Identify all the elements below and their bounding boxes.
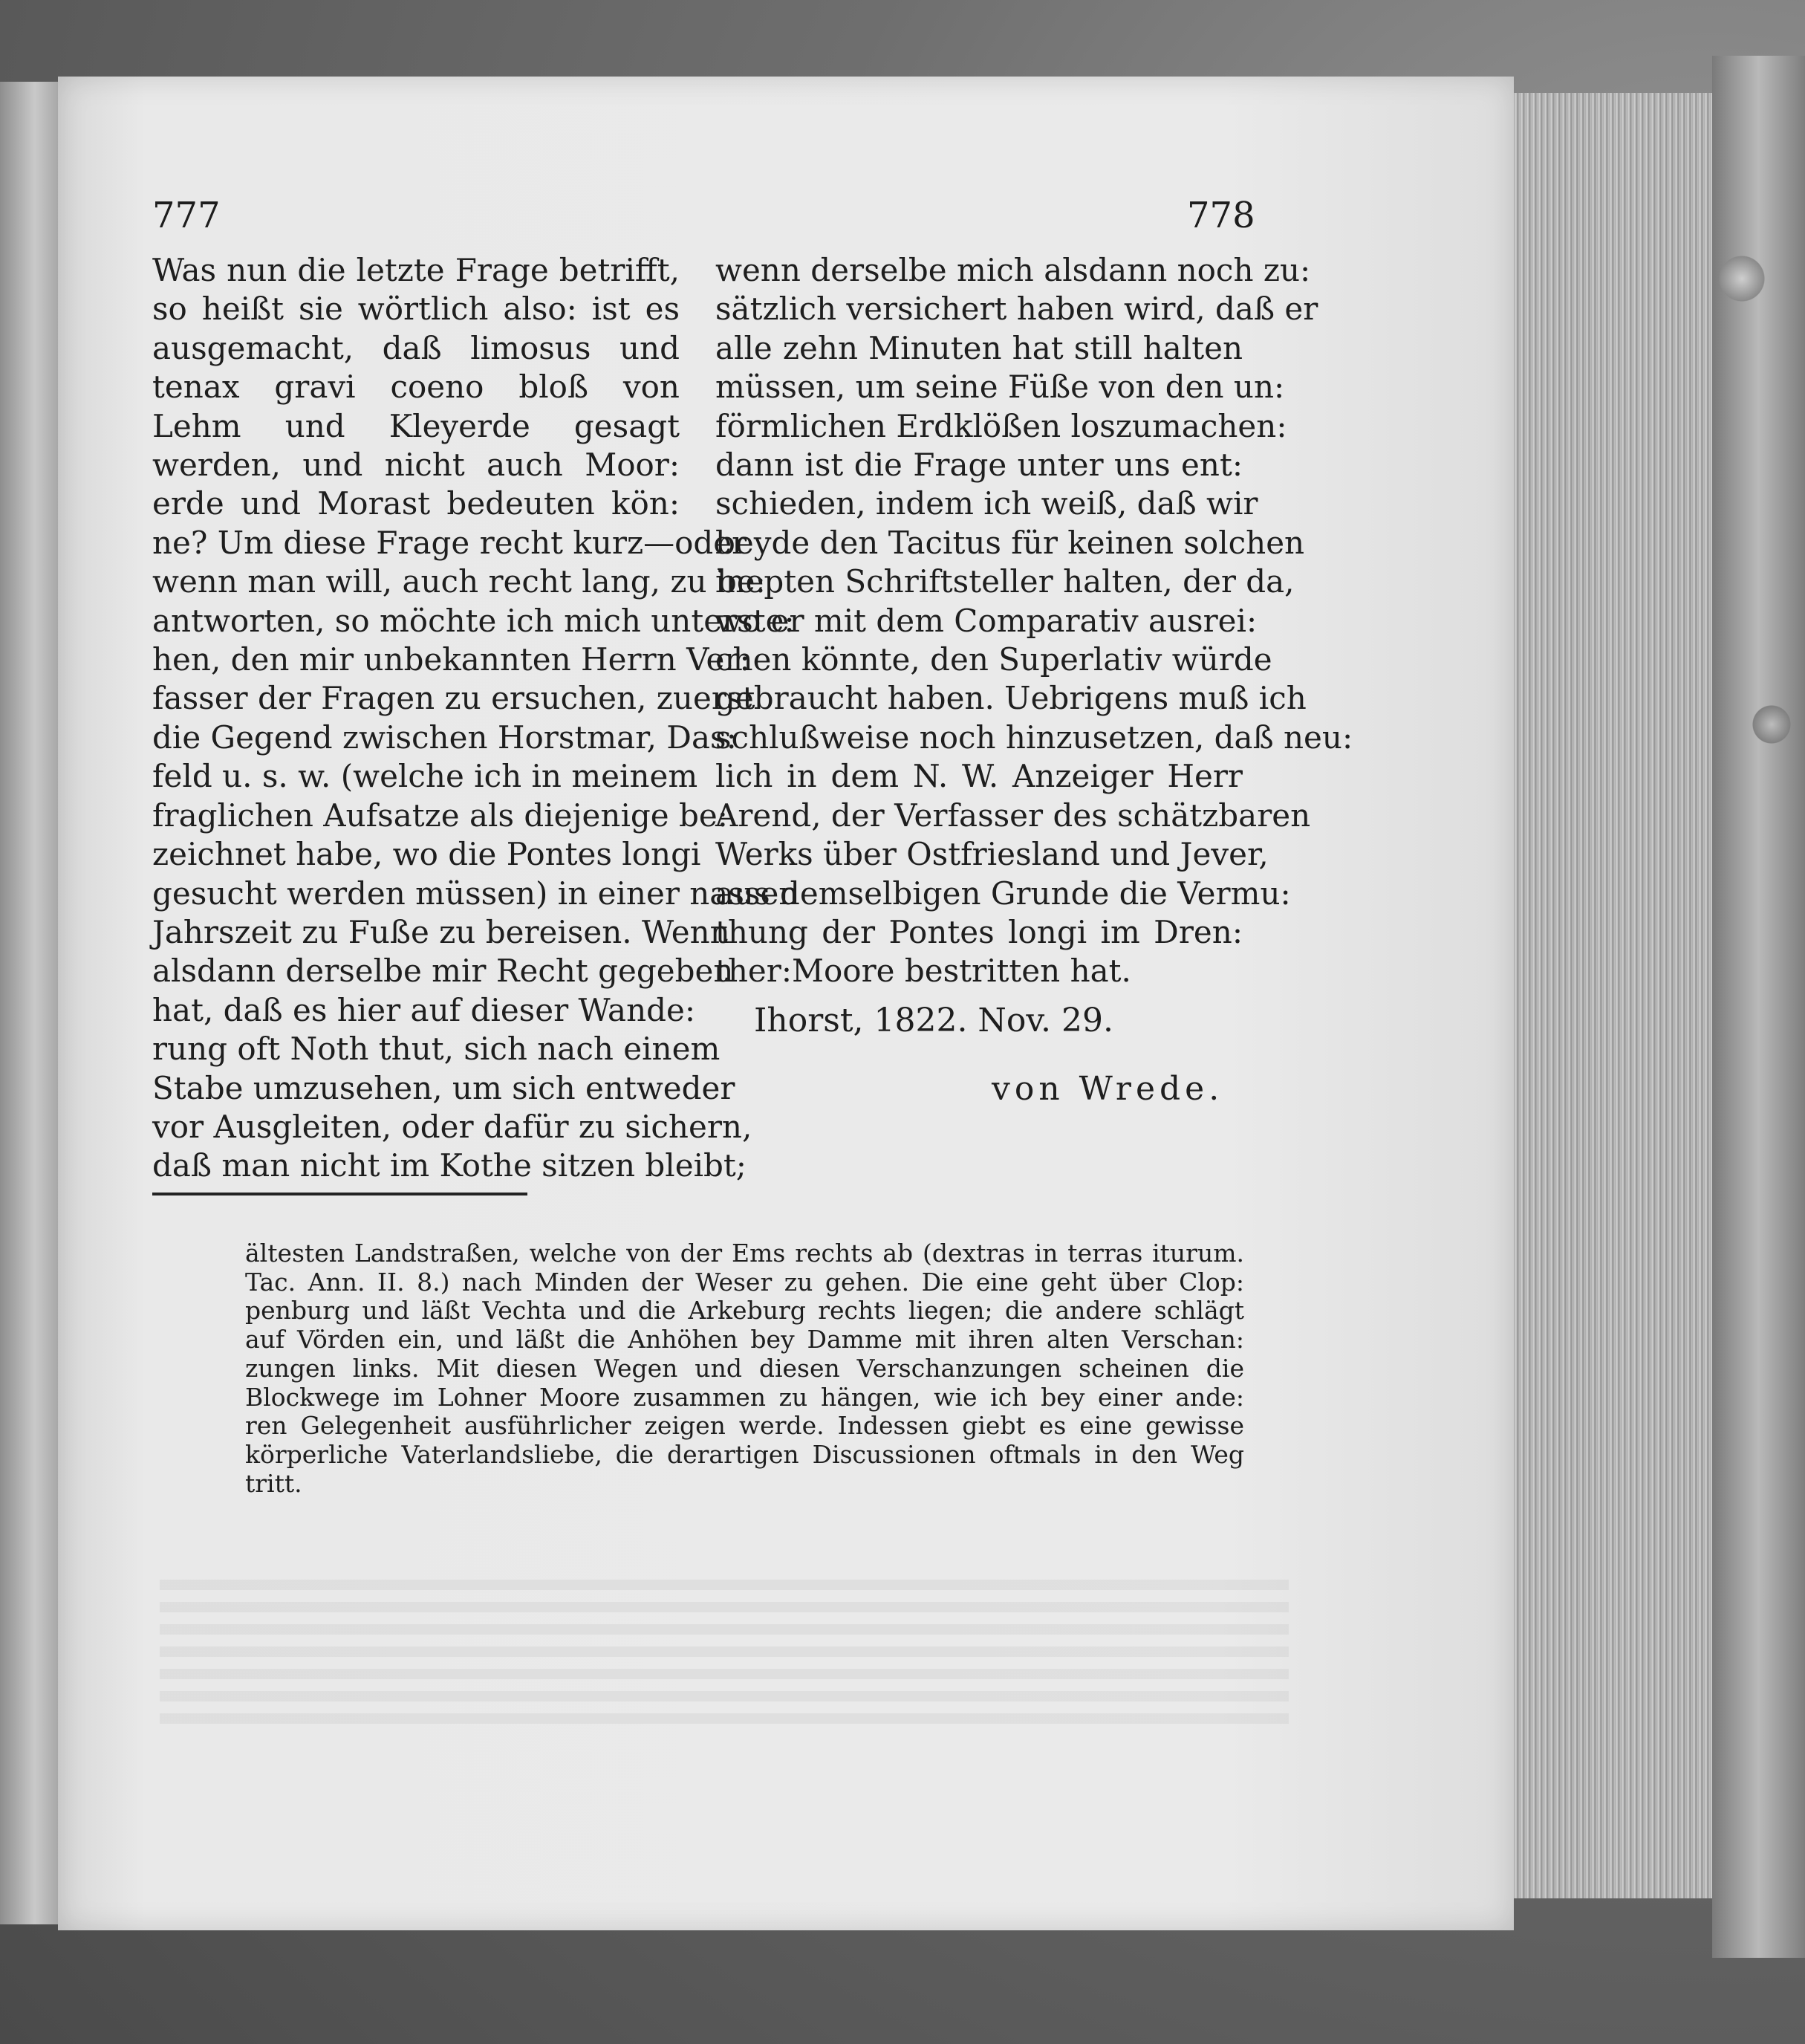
footnote-line: auf Vörden ein, und läßt die Anhöhen bey Damme mit ihren alten Verschan: bbox=[245, 1325, 1244, 1354]
footnote-line: zungen links. Mit diesen Wegen und diesen Verschanzungen scheinen die bbox=[245, 1353, 1244, 1383]
footnote-line: Blockwege im Lohner Moore zusammen zu hängen, wie ich bey einer ande: bbox=[245, 1382, 1244, 1412]
footnote-line: penburg und läßt Vechta und die Arkeburg rechts liegen; die andere schlägt bbox=[245, 1296, 1244, 1326]
left-text-column bbox=[152, 251, 799, 1186]
footnote-line: ren Gelegenheit ausführlicher zeigen werde. Indessen giebt es eine gewisse bbox=[245, 1411, 1244, 1441]
text-line: daß man nicht im Kothe sitzen bleibt; bbox=[152, 1147, 747, 1184]
text-line: Arend, der Verfasser des schätzbaren bbox=[715, 796, 1311, 834]
text-line: inepten Schriftsteller halten, der da, bbox=[715, 563, 1295, 600]
text-line: schieden, indem ich weiß, daß wir bbox=[715, 485, 1258, 522]
place-date: Ihorst, 1822. Nov. 29. bbox=[754, 1002, 1113, 1039]
show-through-text bbox=[160, 1568, 1289, 1724]
text-line: Jahrszeit zu Fuße zu bereisen. Wenn bbox=[152, 913, 730, 950]
text-line: vor Ausgleiten, oder dafür zu sichern, bbox=[152, 1108, 752, 1145]
text-line: alsdann derselbe mir Recht gegeben bbox=[152, 953, 734, 990]
text-line: chen könnte, den Superlativ würde bbox=[715, 641, 1272, 678]
page-edges bbox=[1508, 93, 1712, 1898]
text-line: Stabe umzusehen, um sich entweder bbox=[152, 1069, 735, 1106]
footnote-rule bbox=[152, 1193, 527, 1195]
text-line: ausgemacht, daß limosus und bbox=[152, 329, 680, 366]
text-line: müssen, um seine Füße von den un: bbox=[715, 369, 1285, 406]
right-page-number: 778 bbox=[1187, 195, 1255, 236]
text-line: fasser der Fragen zu ersuchen, zuerst bbox=[152, 680, 755, 717]
footnote-line: tritt. bbox=[245, 1468, 302, 1498]
text-line: Was nun die letzte Frage betrifft, bbox=[152, 252, 680, 288]
footnote-line: ältesten Landstraßen, welche von der Ems rechts ab (dextras in terras iturum. bbox=[245, 1239, 1244, 1268]
text-line: wenn derselbe mich alsdann noch zu: bbox=[715, 252, 1311, 288]
text-line: schlußweise noch hinzusetzen, daß neu: bbox=[715, 718, 1353, 756]
text-line: antworten, so möchte ich mich unterste: bbox=[152, 602, 795, 639]
text-line: gesucht werden müssen) in einer nassen bbox=[152, 875, 799, 912]
text-line: rung oft Noth thut, sich nach einem bbox=[152, 1031, 721, 1068]
text-line: wo er mit dem Comparativ ausrei: bbox=[715, 602, 1258, 639]
text-line: fraglichen Aufsatze als diejenige be: bbox=[152, 796, 728, 834]
text-line: beyde den Tacitus für keinen solchen bbox=[715, 524, 1305, 561]
left-page-number: 777 bbox=[152, 195, 221, 236]
text-line: die Gegend zwischen Horstmar, Das: bbox=[152, 718, 737, 756]
text-line: werden, und nicht auch Moor: bbox=[152, 447, 680, 484]
text-line: Lehm und Kleyerde gesagt bbox=[152, 407, 680, 444]
text-line: ther:Moore bestritten hat. bbox=[715, 953, 1131, 990]
text-line: feld u. s. w. (welche ich in meinem bbox=[152, 758, 698, 795]
text-line: alle zehn Minuten hat still halten bbox=[715, 329, 1243, 366]
text-line: sätzlich versichert haben wird, daß er bbox=[715, 291, 1318, 328]
text-line: erde und Morast bedeuten kön: bbox=[152, 485, 680, 522]
text-line: thung der Pontes longi im Dren: bbox=[715, 913, 1243, 950]
text-line: tenax gravi coeno bloß von bbox=[152, 369, 680, 406]
footnote bbox=[245, 1239, 1244, 1498]
text-line: aus demselbigen Grunde die Vermu: bbox=[715, 875, 1291, 912]
text-line: zeichnet habe, wo die Pontes longi bbox=[152, 836, 701, 873]
right-text-column bbox=[715, 251, 1353, 991]
footnote-line: körperliche Vaterlandsliebe, die derartigen Discussionen oftmals in den Weg bbox=[245, 1439, 1244, 1469]
text-line: dann ist die Frage unter uns ent: bbox=[715, 447, 1243, 484]
text-line: so heißt sie wörtlich also: ist es bbox=[152, 291, 680, 328]
text-line: hat, daß es hier auf dieser Wande: bbox=[152, 991, 696, 1028]
text-line: wenn man will, auch recht lang, zu be: bbox=[152, 563, 766, 600]
text-line: gebraucht haben. Uebrigens muß ich bbox=[715, 680, 1307, 717]
footnote-line: Tac. Ann. II. 8.) nach Minden der Weser zu gehen. Die eine geht über Clop: bbox=[245, 1267, 1244, 1297]
marbled-cover-edge bbox=[1712, 56, 1805, 1958]
text-line: hen, den mir unbekannten Herrn Ver: bbox=[152, 641, 750, 678]
text-line: ne? Um diese Frage recht kurz—oder bbox=[152, 524, 747, 561]
previous-page-edge bbox=[0, 82, 58, 1924]
signature: von Wrede. bbox=[992, 1070, 1224, 1108]
text-line: lich in dem N. W. Anzeiger Herr bbox=[715, 758, 1243, 795]
text-line: Werks über Ostfriesland und Jever, bbox=[715, 836, 1269, 873]
text-line: förmlichen Erdklößen loszumachen: bbox=[715, 407, 1287, 444]
